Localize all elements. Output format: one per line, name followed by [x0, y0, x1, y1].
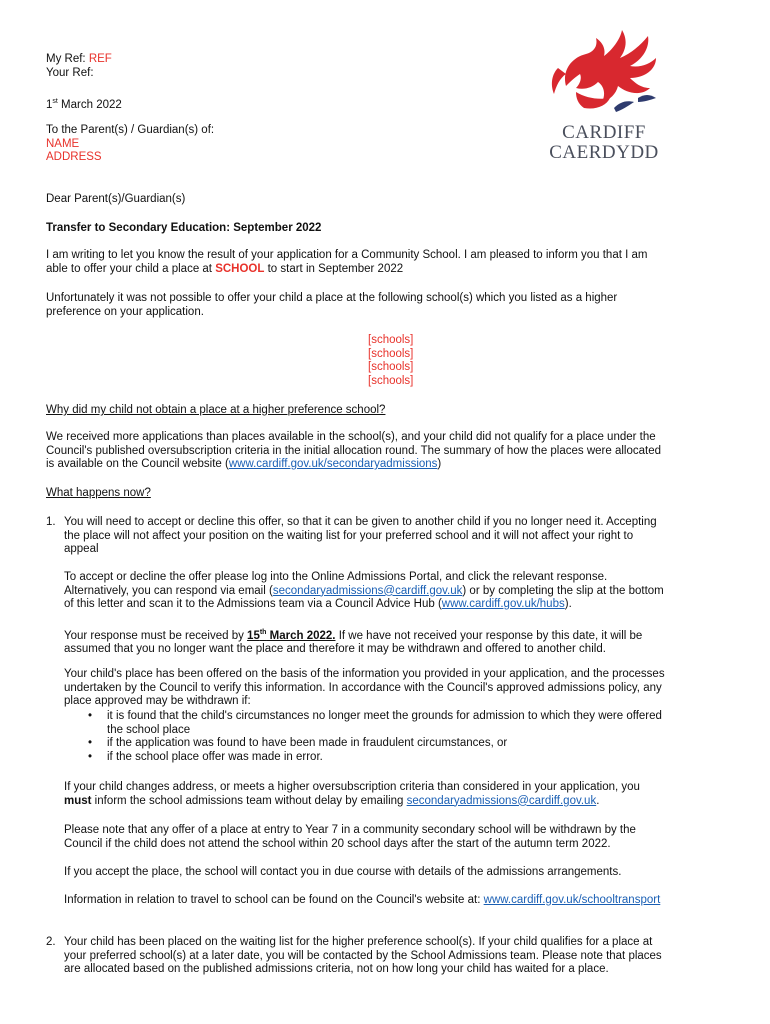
letter-title: Transfer to Secondary Education: September 2022: [46, 222, 322, 234]
schools-list: [368, 334, 413, 388]
paragraph-response-deadline: Your response must be received by 15th March 2022. If we have not received your response by this date, it will be assumed that you no longer want the place and therefore it may be withdrawn and offered to another child.: [64, 629, 643, 656]
item-2-text: Your child has been placed on the waiting list for the higher preference school(s). If your child qualifies for a place at your preferred school(s) at a later date, you will be contacted by the School Admissions team. Please note that places are allocated based on the published admissions criteria, not on how long your child has waited for a place.: [64, 936, 662, 976]
recipient-block: [46, 124, 214, 165]
item-number-2: 2.: [46, 936, 56, 948]
salutation: Dear Parent(s)/Guardian(s): [46, 193, 186, 205]
email-link[interactable]: secondaryadmissions@cardiff.gov.uk: [406, 794, 597, 807]
heading-why: Why did my child not obtain a place at a higher preference school?: [46, 404, 386, 416]
list-item: • it is found that the child's circumstances no longer meet the grounds for admission to which they were offered the school place: [88, 710, 748, 737]
your-ref-line: Your Ref:: [46, 66, 94, 79]
paragraph-unfortunately: Unfortunately it was not possible to offer your child a place at the following school(s) which you listed as a higher preference on your application.: [46, 292, 618, 318]
letter-date: 1st March 2022: [46, 98, 122, 111]
my-ref-value: REF: [88, 53, 112, 65]
paragraph-travel: Information in relation to travel to school can be found on the Council's website at: www.cardiff.gov.uk/schooltransport: [64, 894, 661, 906]
school-item: [schools]: [368, 374, 414, 387]
cardiff-logo: [536, 28, 672, 163]
recipient-address: ADDRESS: [46, 151, 102, 164]
secondary-admissions-link[interactable]: www.cardiff.gov.uk/secondaryadmissions: [228, 458, 438, 471]
school-placeholder: SCHOOL: [215, 262, 265, 275]
school-item: [schools]: [368, 361, 414, 374]
school-item: [schools]: [368, 334, 414, 346]
logo-text-caerdydd: CAERDYDD: [549, 141, 659, 163]
my-ref-line: My Ref: REF: [46, 53, 112, 65]
recipient-name: NAME: [46, 137, 80, 150]
paragraph-accept-decline: To accept or decline the offer please log into the Online Admissions Portal, and click the relevant response. Alternatively, you can respond via email (secondaryadmissions@cardiff.gov.uk) or by completing the slip at the bottom of this letter and scan it to the Admissions team via a Council Advice Hub (www.cardiff.gov.uk/hubs).: [64, 571, 664, 611]
item-1-text: You will need to accept or decline this offer, so that it can be given to another child if you no longer need it. Accepting the place will not affect your position on the waiting list for your preferred school and it will not affect your right to appeal: [64, 516, 657, 556]
paragraph-accept-place: If you accept the place, the school will contact you in due course with details of the admissions arrangements.: [64, 866, 622, 878]
logo-text-cardiff: CARDIFF: [562, 121, 646, 143]
dragon-icon: [536, 28, 672, 118]
ref-block: [46, 53, 112, 80]
list-item: • if the school place offer was made in error.: [88, 751, 748, 765]
school-item: [schools]: [368, 347, 414, 360]
list-item: • if the application was found to have been made in fraudulent circumstances, or: [88, 737, 748, 751]
to-line: To the Parent(s) / Guardian(s) of:: [46, 124, 215, 136]
deadline-date: 15th March 2022.: [247, 629, 336, 642]
paragraph-why: We received more applications than places available in the school(s), and your child did not qualify for a place under the Council's published oversubscription criteria in the initial allocation round. The summary of how the places were allocated is available on the Council website (www.cardiff.gov.uk/secondaryadmissions): [46, 431, 661, 471]
school-transport-link[interactable]: www.cardiff.gov.uk/schooltransport: [483, 894, 661, 906]
hubs-link[interactable]: www.cardiff.gov.uk/hubs: [441, 598, 565, 611]
paragraph-offer: I am writing to let you know the result of your application for a Community School. I am pleased to inform you that I am able to offer your child a place at SCHOOL to start in September 2022: [46, 249, 648, 275]
paragraph-basis: Your child's place has been offered on the basis of the information you provided in your application, and the processes undertaken by the Council to verify this information. In accordance with the Council's approved admissions policy, any place approved may be withdrawn if:: [64, 668, 665, 708]
heading-what-happens: What happens now?: [46, 487, 151, 499]
item-number-1: 1.: [46, 516, 56, 528]
email-link[interactable]: secondaryadmissions@cardiff.gov.uk: [272, 584, 463, 597]
paragraph-year7: Please note that any offer of a place at entry to Year 7 in a community secondary school will be withdrawn by the Council if the child does not attend the school within 20 school days after the start of the autumn term 2022.: [64, 824, 636, 850]
paragraph-change-address: If your child changes address, or meets a higher oversubscription criteria than considered in your application, you must inform the school admissions team without delay by emailing secondaryadmissions@cardiff.gov.uk.: [64, 781, 640, 807]
withdrawal-conditions-list: [88, 710, 748, 764]
